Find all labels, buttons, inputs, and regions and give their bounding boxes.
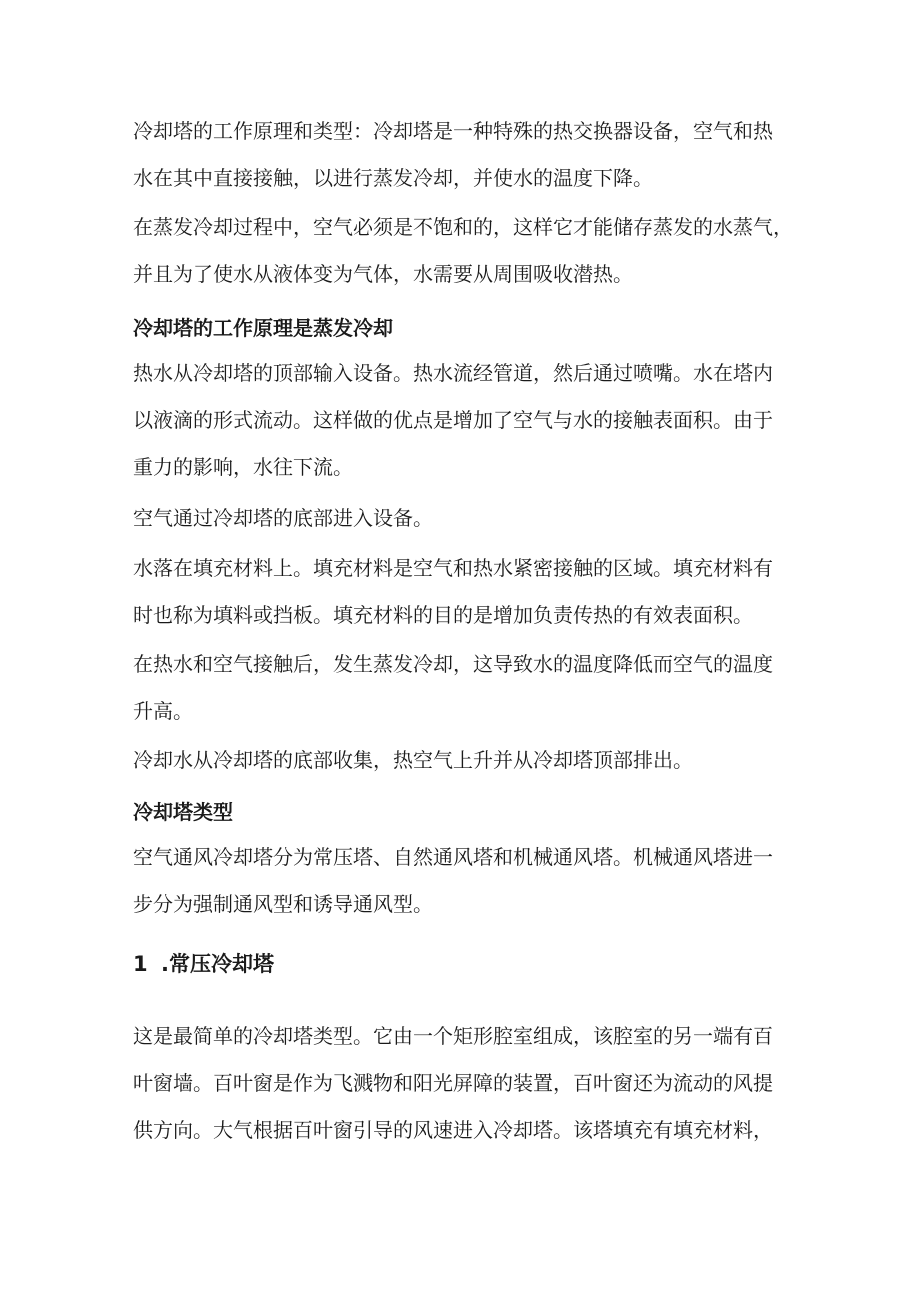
text-line: 空气通风冷却塔分为常压塔、自然通风塔和机械通风塔。机械通风塔进一 [133, 845, 773, 869]
text-line: 这是最简单的冷却塔类型。它由一个矩形腔室组成，该腔室的另一端有百 [133, 1024, 773, 1048]
text-line: 空气通过冷却塔的底部进入设备。 [133, 506, 433, 530]
text-line: 并且为了使水从液体变为气体，水需要从周围吸收潜热。 [133, 262, 633, 286]
paragraph-air-inlet [133, 495, 793, 542]
heading-number: 1 [133, 952, 148, 976]
paragraph-collection [133, 737, 793, 784]
text-line: 时也称为填料或挡板。填充材料的目的是增加负责传热的有效表面积。 [133, 603, 753, 627]
paragraph-hot-water [133, 350, 793, 491]
paragraph-intro [133, 108, 793, 202]
text-line: 叶窗墙。百叶窗是作为飞溅物和阳光屏障的装置，百叶窗还为流动的风提 [133, 1071, 773, 1095]
section-heading-types: 冷却塔类型 [133, 800, 233, 824]
paragraph-fill-material [133, 545, 793, 639]
text-line: 热水从冷却塔的顶部输入设备。热水流经管道，然后通过喷嘴。水在塔内 [133, 361, 773, 385]
text-line: 在蒸发冷却过程中，空气必须是不饱和的，这样它才能储存蒸发的水蒸气， [133, 215, 793, 239]
text-line: 冷却水从冷却塔的底部收集，热空气上升并从冷却塔顶部排出。 [133, 748, 693, 772]
paragraph-evaporation [133, 204, 793, 298]
text-line: 升高。 [133, 699, 193, 723]
text-line: 重力的影响，水往下流。 [133, 455, 353, 479]
text-line: 在热水和空气接触后，发生蒸发冷却，这导致水的温度降低而空气的温度 [133, 652, 773, 676]
text-line: 水在其中直接接触，以进行蒸发冷却，并使水的温度下降。 [133, 166, 653, 190]
text-line: 步分为强制通风型和诱导通风型。 [133, 892, 433, 916]
subsection-heading-atmospheric [133, 949, 274, 979]
text-line: 供方向。大气根据百叶窗引导的风速进入冷却塔。该塔填充有填充材料， [133, 1118, 773, 1142]
paragraph-types [133, 834, 793, 928]
paragraph-atmospheric [133, 1013, 793, 1154]
text-line: 水落在填充材料上。填充材料是空气和热水紧密接触的区域。填充材料有 [133, 556, 773, 580]
text-line: 以液滴的形式流动。这样做的优点是增加了空气与水的接触表面积。由于 [133, 408, 773, 432]
heading-text: .常压冷却塔 [161, 952, 274, 976]
text-line: 冷却塔的工作原理和类型：冷却塔是一种特殊的热交换器设备，空气和热 [133, 119, 773, 143]
paragraph-contact [133, 641, 793, 735]
section-heading-principle: 冷却塔的工作原理是蒸发冷却 [133, 316, 393, 340]
